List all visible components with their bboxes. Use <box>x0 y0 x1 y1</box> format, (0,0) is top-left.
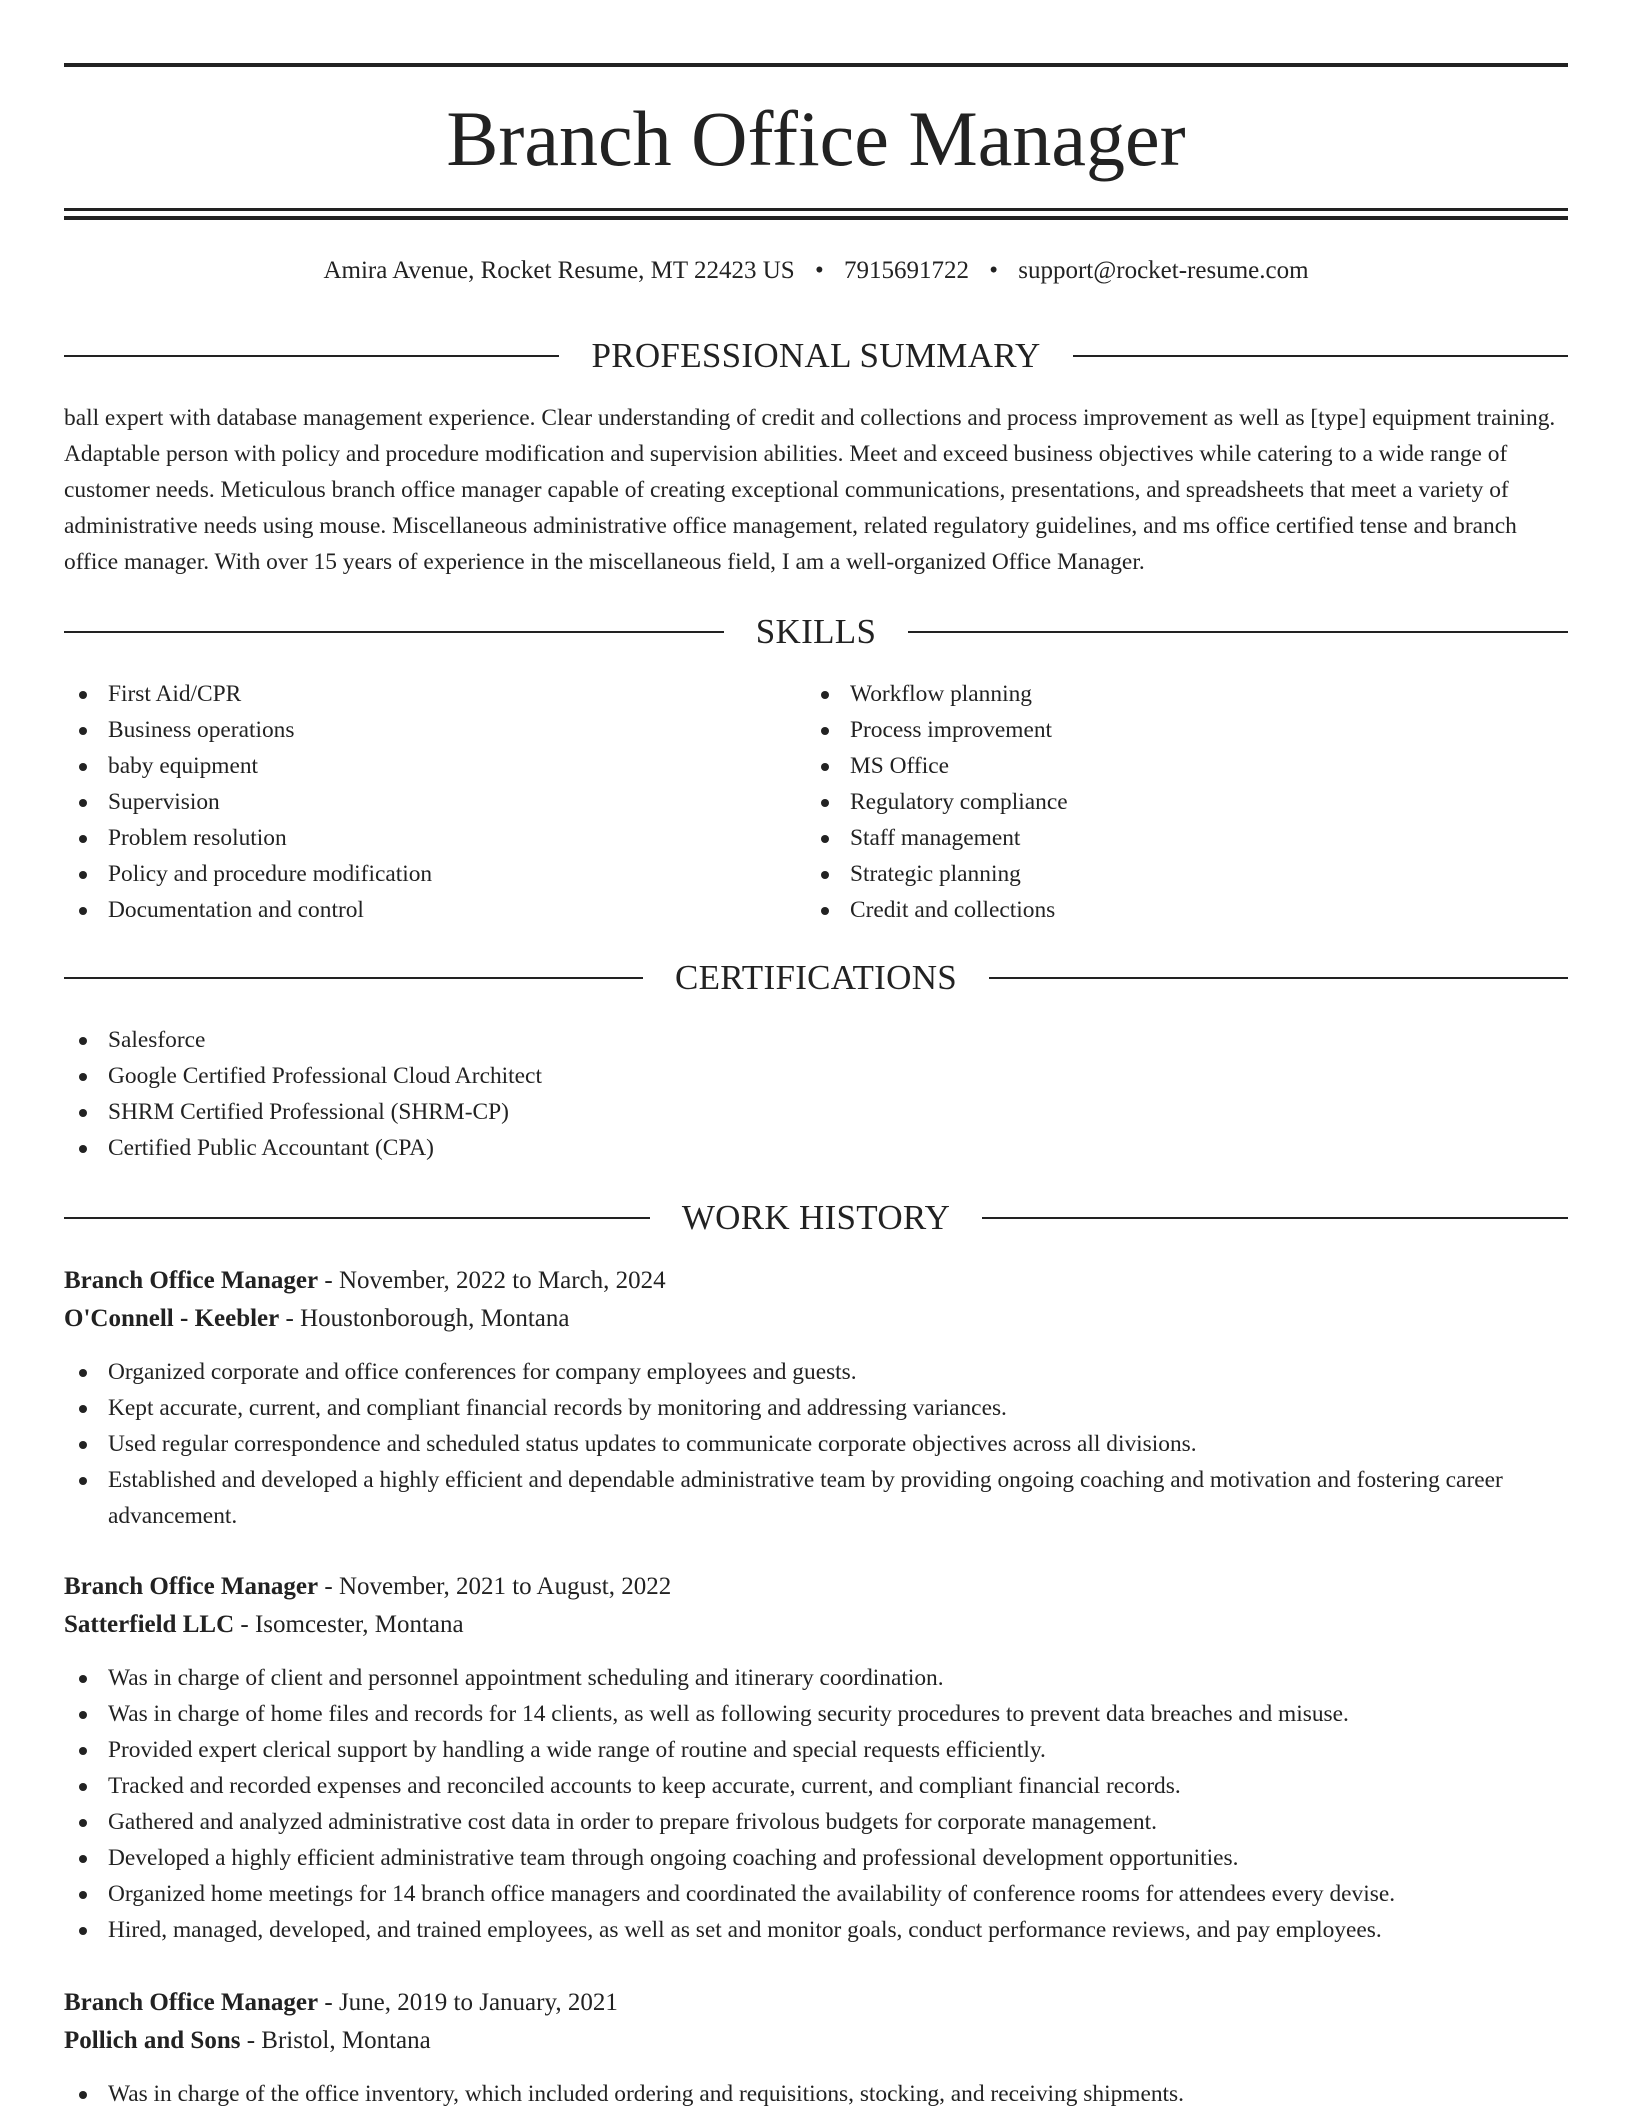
resume-title: Branch Office Manager <box>446 95 1186 182</box>
section-heading-work-history <box>64 1196 1568 1240</box>
job-entry <box>64 1568 1568 1948</box>
skill-item: Regulatory compliance <box>806 784 1566 820</box>
certification-item: SHRM Certified Professional (SHRM-CP) <box>64 1094 1568 1130</box>
certification-item: Salesforce <box>64 1022 1568 1058</box>
job-duty: Organized home meetings for 14 branch office managers and coordinated the availability of conference rooms for attendees every devise. <box>64 1876 1568 1912</box>
job-company: Satterfield LLC <box>64 1611 235 1638</box>
certification-item: Google Certified Professional Cloud Architect <box>64 1058 1568 1094</box>
job-title: Branch Office Manager <box>64 1267 319 1294</box>
job-duties-list <box>64 1354 1568 1534</box>
job-duty: Established and developed a highly efficient and dependable administrative team by providing ongoing coaching and motivation and fostering career advancement. <box>64 1462 1568 1534</box>
heading-rule <box>64 631 724 633</box>
contact-separator: • <box>989 257 998 284</box>
job-dates: June, 2019 to January, 2021 <box>338 1989 618 2016</box>
skill-item: Business operations <box>64 712 804 748</box>
skill-item: baby equipment <box>64 748 804 784</box>
job-title-line: Branch Office Manager - November, 2022 to March, 2024 <box>64 1267 666 1294</box>
job-duty: Organized corporate and office conferences for company employees and guests. <box>64 1354 1568 1390</box>
skill-item: Problem resolution <box>64 820 804 856</box>
job-duty: Provided expert clerical support by handling a wide range of routine and special requests efficiently. <box>64 1732 1568 1768</box>
job-company-line: Satterfield LLC - Isomcester, Montana <box>64 1611 464 1638</box>
skill-item: Policy and procedure modification <box>64 856 804 892</box>
skills-list-right <box>806 676 1566 928</box>
job-location: Bristol, Montana <box>261 2027 431 2054</box>
skills-list-left <box>64 676 804 928</box>
job-duty: Tracked and recorded expenses and reconciled accounts to keep accurate, current, and compliant financial records. <box>64 1768 1568 1804</box>
contact-address: Amira Avenue, Rocket Resume, MT 22423 US <box>323 257 795 284</box>
heading-rule <box>64 977 643 979</box>
certifications-list <box>64 1022 1568 1166</box>
job-company: O'Connell - Keebler <box>64 1305 280 1332</box>
job-location: Houstonborough, Montana <box>300 1305 570 1332</box>
job-company-line: O'Connell - Keebler - Houstonborough, Montana <box>64 1305 570 1332</box>
skill-item: Credit and collections <box>806 892 1566 928</box>
section-heading-label: SKILLS <box>755 612 877 651</box>
job-entry <box>64 1984 1568 2112</box>
heading-rule <box>989 977 1568 979</box>
title-rule-upper <box>64 208 1568 211</box>
skill-item: Process improvement <box>806 712 1566 748</box>
contact-email: support@rocket-resume.com <box>1018 257 1309 284</box>
skill-item: Documentation and control <box>64 892 804 928</box>
job-entry <box>64 1262 1568 1534</box>
job-dates: November, 2021 to August, 2022 <box>338 1573 672 1600</box>
section-heading-skills <box>64 610 1568 654</box>
job-title-line: Branch Office Manager - June, 2019 to January, 2021 <box>64 1989 618 2016</box>
section-heading-label: PROFESSIONAL SUMMARY <box>591 336 1041 375</box>
heading-rule <box>64 355 559 357</box>
section-heading-summary <box>64 334 1568 378</box>
skill-item: Strategic planning <box>806 856 1566 892</box>
job-duty: Used regular correspondence and scheduled status updates to communicate corporate objectives across all divisions. <box>64 1426 1568 1462</box>
skill-item: Staff management <box>806 820 1566 856</box>
section-heading-label: WORK HISTORY <box>681 1198 951 1237</box>
certification-item: Certified Public Accountant (CPA) <box>64 1130 1568 1166</box>
job-company: Pollich and Sons <box>64 2027 241 2054</box>
job-duty: Was in charge of client and personnel appointment scheduling and itinerary coordination. <box>64 1660 1568 1696</box>
skill-item: MS Office <box>806 748 1566 784</box>
title-rule-lower <box>64 216 1568 220</box>
job-duty: Was in charge of the office inventory, which included ordering and requisitions, stocking, and receiving shipments. <box>64 2076 1568 2112</box>
job-company-line: Pollich and Sons - Bristol, Montana <box>64 2027 431 2054</box>
skill-item: First Aid/CPR <box>64 676 804 712</box>
heading-rule <box>64 1217 650 1219</box>
job-duty: Developed a highly efficient administrative team through ongoing coaching and professional development opportunities. <box>64 1840 1568 1876</box>
section-heading-certifications <box>64 956 1568 1000</box>
contact-phone: 7915691722 <box>843 257 969 284</box>
job-title-line: Branch Office Manager - November, 2021 to August, 2022 <box>64 1573 672 1600</box>
contact-line <box>64 254 1568 288</box>
job-title: Branch Office Manager <box>64 1989 319 2016</box>
job-duty: Gathered and analyzed administrative cost data in order to prepare frivolous budgets for corporate management. <box>64 1804 1568 1840</box>
job-duties-list <box>64 1660 1568 1948</box>
skill-item: Workflow planning <box>806 676 1566 712</box>
job-location: Isomcester, Montana <box>254 1611 464 1638</box>
top-rule <box>64 63 1568 67</box>
job-duties-list <box>64 2076 1568 2112</box>
skill-item: Supervision <box>64 784 804 820</box>
heading-rule <box>908 631 1568 633</box>
job-duty: Hired, managed, developed, and trained employees, as well as set and monitor goals, conduct performance reviews, and pay employees. <box>64 1912 1568 1948</box>
contact-separator: • <box>814 257 824 284</box>
summary-text: ball expert with database management experience. Clear understanding of credit and collections and process improvement as well as [type] equipment training. Adaptable person with policy and procedure modification and supervision abilities. Meet and exceed business objectives while catering to a wide range of customer needs. Meticulous branch office manager capable of creating exceptional communications, presentations, and spreadsheets that meet a variety of administrative needs using mouse. Miscellaneous administrative office management, related regulatory guidelines, and ms office certified tense and branch office manager. With over 15 years of experience in the miscellaneous field, I am a well-organized Office Manager. <box>64 405 1556 575</box>
job-title: Branch Office Manager <box>64 1573 319 1600</box>
job-duty: Kept accurate, current, and compliant financial records by monitoring and addressing variances. <box>64 1390 1568 1426</box>
section-heading-label: CERTIFICATIONS <box>674 958 958 997</box>
job-dates: November, 2022 to March, 2024 <box>338 1267 666 1294</box>
heading-rule <box>1073 355 1568 357</box>
job-duty: Was in charge of home files and records for 14 clients, as well as following security procedures to prevent data breaches and misuse. <box>64 1696 1568 1732</box>
heading-rule <box>982 1217 1568 1219</box>
